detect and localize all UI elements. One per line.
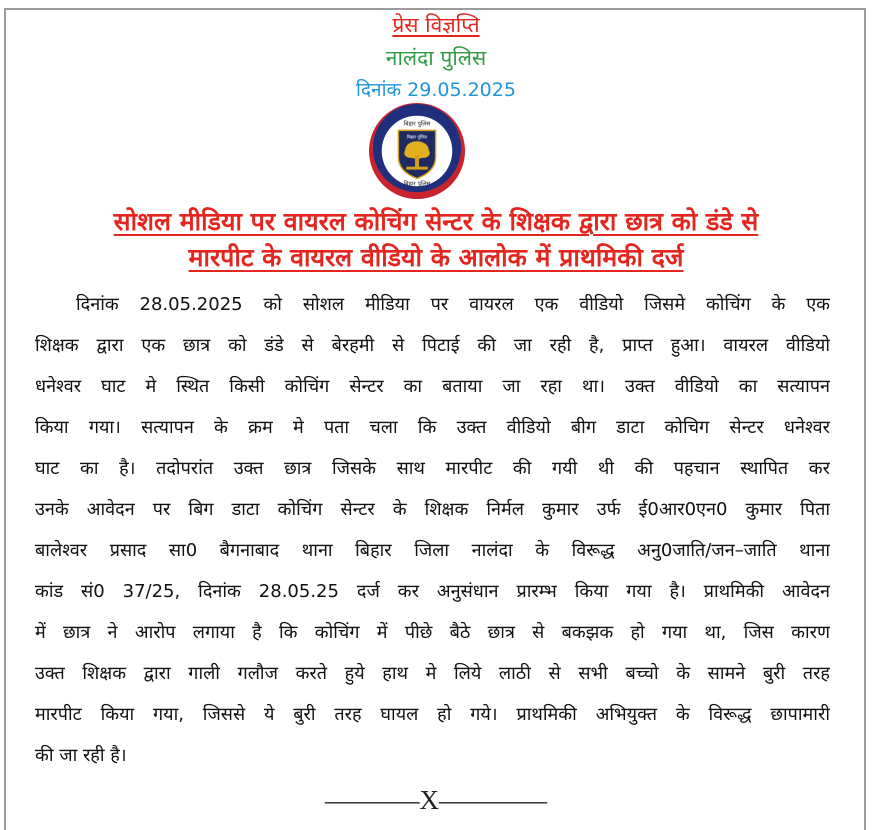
bihar-police-logo bbox=[368, 102, 466, 200]
body-line: उनके आवेदन पर बिग डाटा कोचिंग सेन्टर के शिक्षक निर्मल कुमार उर्फ ई0आर0एन0 कुमार पिता bbox=[35, 499, 830, 520]
body-line: शिक्षक द्वारा एक छात्र को डंडे से बेरहमी से पिटाई की जा रही है, प्राप्त हुआ। वायरल वीडियो bbox=[35, 335, 830, 356]
headline-line: मारपीट के वायरल वीडियो के आलोक में प्राथमिकी दर्ज bbox=[188, 243, 684, 272]
end-mark: –––––––X–––––––– bbox=[325, 785, 547, 815]
organization-name: नालंदा पुलिस bbox=[385, 46, 487, 70]
body-line: उक्त शिक्षक द्वारा गाली गलौज करते हुये हाथ मे लिये लाठी से सभी बच्चो के सामने बुरी तरह bbox=[35, 663, 830, 684]
body-line: में छात्र ने आरोप लगाया है कि कोचिंग में पीछे बैठे छात्र से बकझक हो गया था, जिस कारण bbox=[35, 622, 830, 643]
logo-top-text: बिहार पुलिस bbox=[403, 121, 431, 128]
body-line: कांड सं0 37/25, दिनांक 28.05.25 दर्ज कर अनुसंधान प्रारम्भ किया गया है। प्राथमिकी आवेदन bbox=[35, 581, 830, 602]
body-line: किया गया। सत्यापन के क्रम मे पता चला कि उक्त वीडियो बीग डाटा कोचिग सेन्टर धनेश्वर bbox=[35, 417, 830, 438]
body-paragraph bbox=[35, 284, 830, 776]
logo-bottom-text: बिहार पुलिस bbox=[403, 181, 431, 188]
body-line: घाट का है। तदोपरांत उक्त छात्र जिसके साथ मारपीट की गयी थी की पहचान स्थापित कर bbox=[35, 458, 830, 479]
body-line: मारपीट किया गया, जिससे ये बुरी तरह घायल हो गये। प्राथमिकी अभियुक्त के विरूद्ध छापामारी bbox=[35, 704, 830, 725]
headline-line: सोशल मीडिया पर वायरल कोचिंग सेन्टर के शिक्षक द्वारा छात्र को डंडे से bbox=[113, 207, 759, 236]
logo-shield-text: बिहार पुलिस bbox=[407, 135, 427, 141]
release-date: दिनांक 29.05.2025 bbox=[356, 79, 516, 101]
body-line: बालेश्वर प्रसाद सा0 बैगनाबाद थाना बिहार जिला नालंदा के विरूद्ध अनु0जाति/जन–जाति थाना bbox=[35, 540, 830, 561]
body-line: दिनांक 28.05.2025 को सोशल मीडिया पर वायरल एक वीडियो जिसमे कोचिंग के एक bbox=[76, 294, 830, 315]
press-release-title: प्रेस विज्ञप्ति bbox=[392, 13, 480, 37]
body-line: धनेश्वर घाट मे स्थित किसी कोचिंग सेन्टर का बताया जा रहा था। उक्त वीडियो का सत्यापन bbox=[35, 376, 830, 397]
body-line: की जा रही है। bbox=[35, 745, 127, 766]
headline bbox=[0, 204, 872, 276]
